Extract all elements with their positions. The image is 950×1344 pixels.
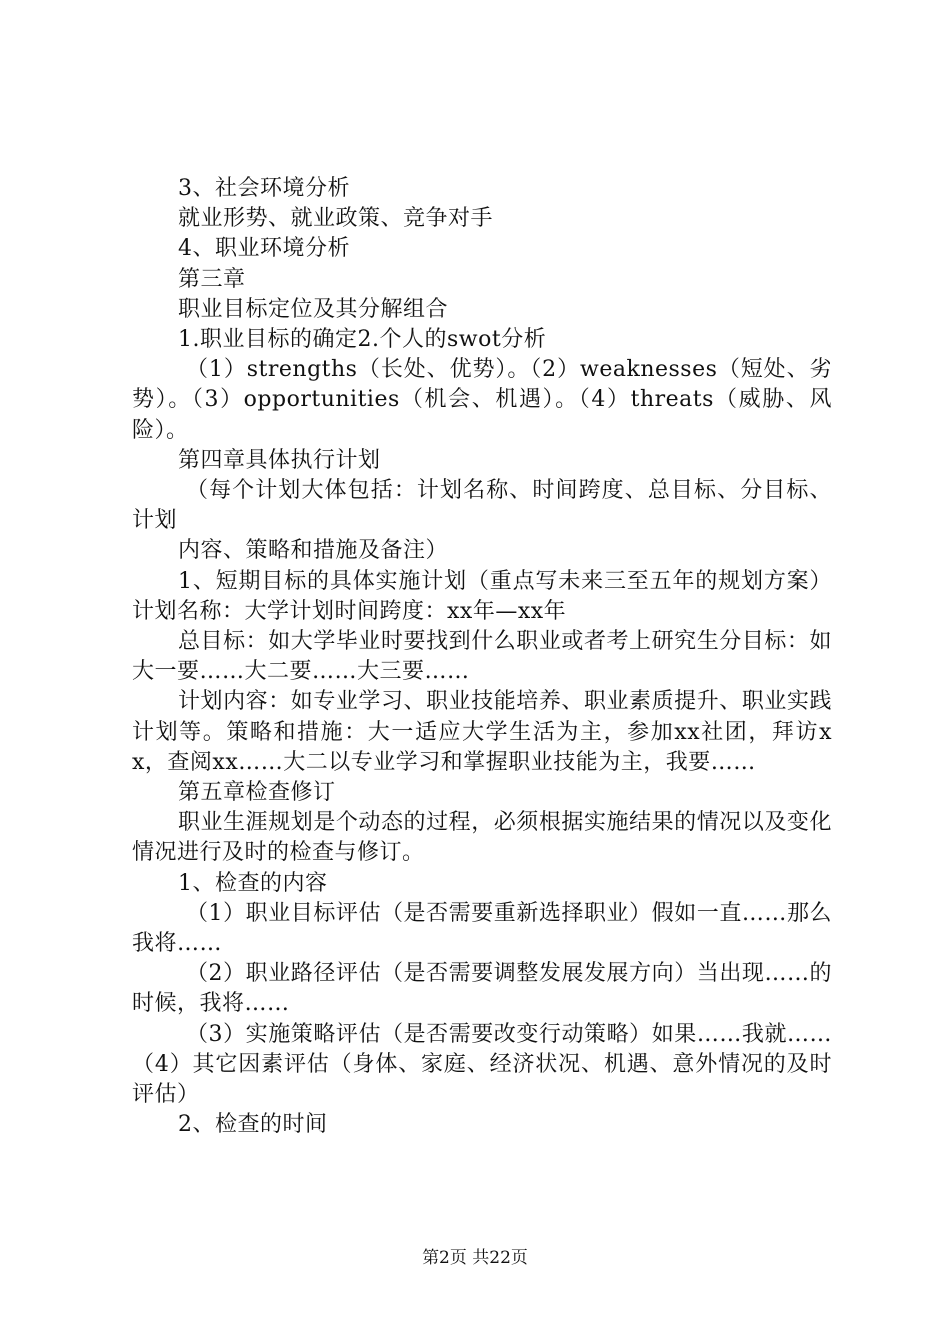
paragraph: 3、社会环境分析 bbox=[178, 176, 350, 201]
document-body bbox=[132, 174, 832, 1141]
paragraph: 1、短期目标的具体实施计划（重点写未来三至五年的规划方案）计划名称：大学计划时间跨度：xx年—xx年 bbox=[132, 568, 832, 624]
paragraph: （1）职业目标评估（是否需要重新选择职业）假如一直……那么我将…… bbox=[132, 900, 832, 957]
paragraph: 内容、策略和措施及备注） bbox=[178, 538, 449, 564]
paragraph: （每个计划大体包括：计划名称、时间跨度、总目标、分目标、计划 bbox=[132, 478, 832, 534]
paragraph: 4、职业环境分析 bbox=[178, 236, 350, 262]
chapter-heading: 第四章具体执行计划 bbox=[178, 447, 381, 473]
paragraph: 职业目标定位及其分解组合 bbox=[178, 296, 449, 322]
chapter-heading: 第三章 bbox=[178, 266, 246, 292]
paragraph: （1）strengths（长处、优势）。（2）weaknesses（短处、劣势）。（3）opportunities（机会、机遇）。（4）threats（威胁、风险）。 bbox=[132, 357, 832, 443]
paragraph: 就业形势、就业政策、竞争对手 bbox=[178, 206, 494, 232]
paragraph: 计划内容：如专业学习、职业技能培养、职业素质提升、职业实践计划等。策略和措施：大一适应大学生活为主，参加xx社团，拜访xx，查阅xx……大二以专业学习和掌握职业技能为主，我要…… bbox=[132, 689, 832, 775]
paragraph: 职业生涯规划是个动态的过程，必须根据实施结果的情况以及变化情况进行及时的检查与修订。 bbox=[132, 810, 832, 866]
paragraph: 1.职业目标的确定2.个人的swot分析 bbox=[178, 327, 547, 353]
paragraph: （3）实施策略评估（是否需要改变行动策略）如果……我就……（4）其它因素评估（身体、家庭、经济状况、机遇、意外情况的及时评估） bbox=[132, 1021, 832, 1108]
paragraph: 总目标：如大学毕业时要找到什么职业或者考上研究生分目标：如大一要……大二要……大三要…… bbox=[132, 629, 832, 685]
paragraph: 2、检查的时间 bbox=[178, 1112, 328, 1138]
paragraph: （2）职业路径评估（是否需要调整发展发展方向）当出现……的时候，我将…… bbox=[132, 961, 832, 1017]
paragraph: 1、检查的内容 bbox=[178, 870, 328, 896]
chapter-heading: 第五章检查修订 bbox=[178, 780, 336, 806]
page-number-footer: 第2页 共22页 bbox=[422, 1248, 528, 1268]
